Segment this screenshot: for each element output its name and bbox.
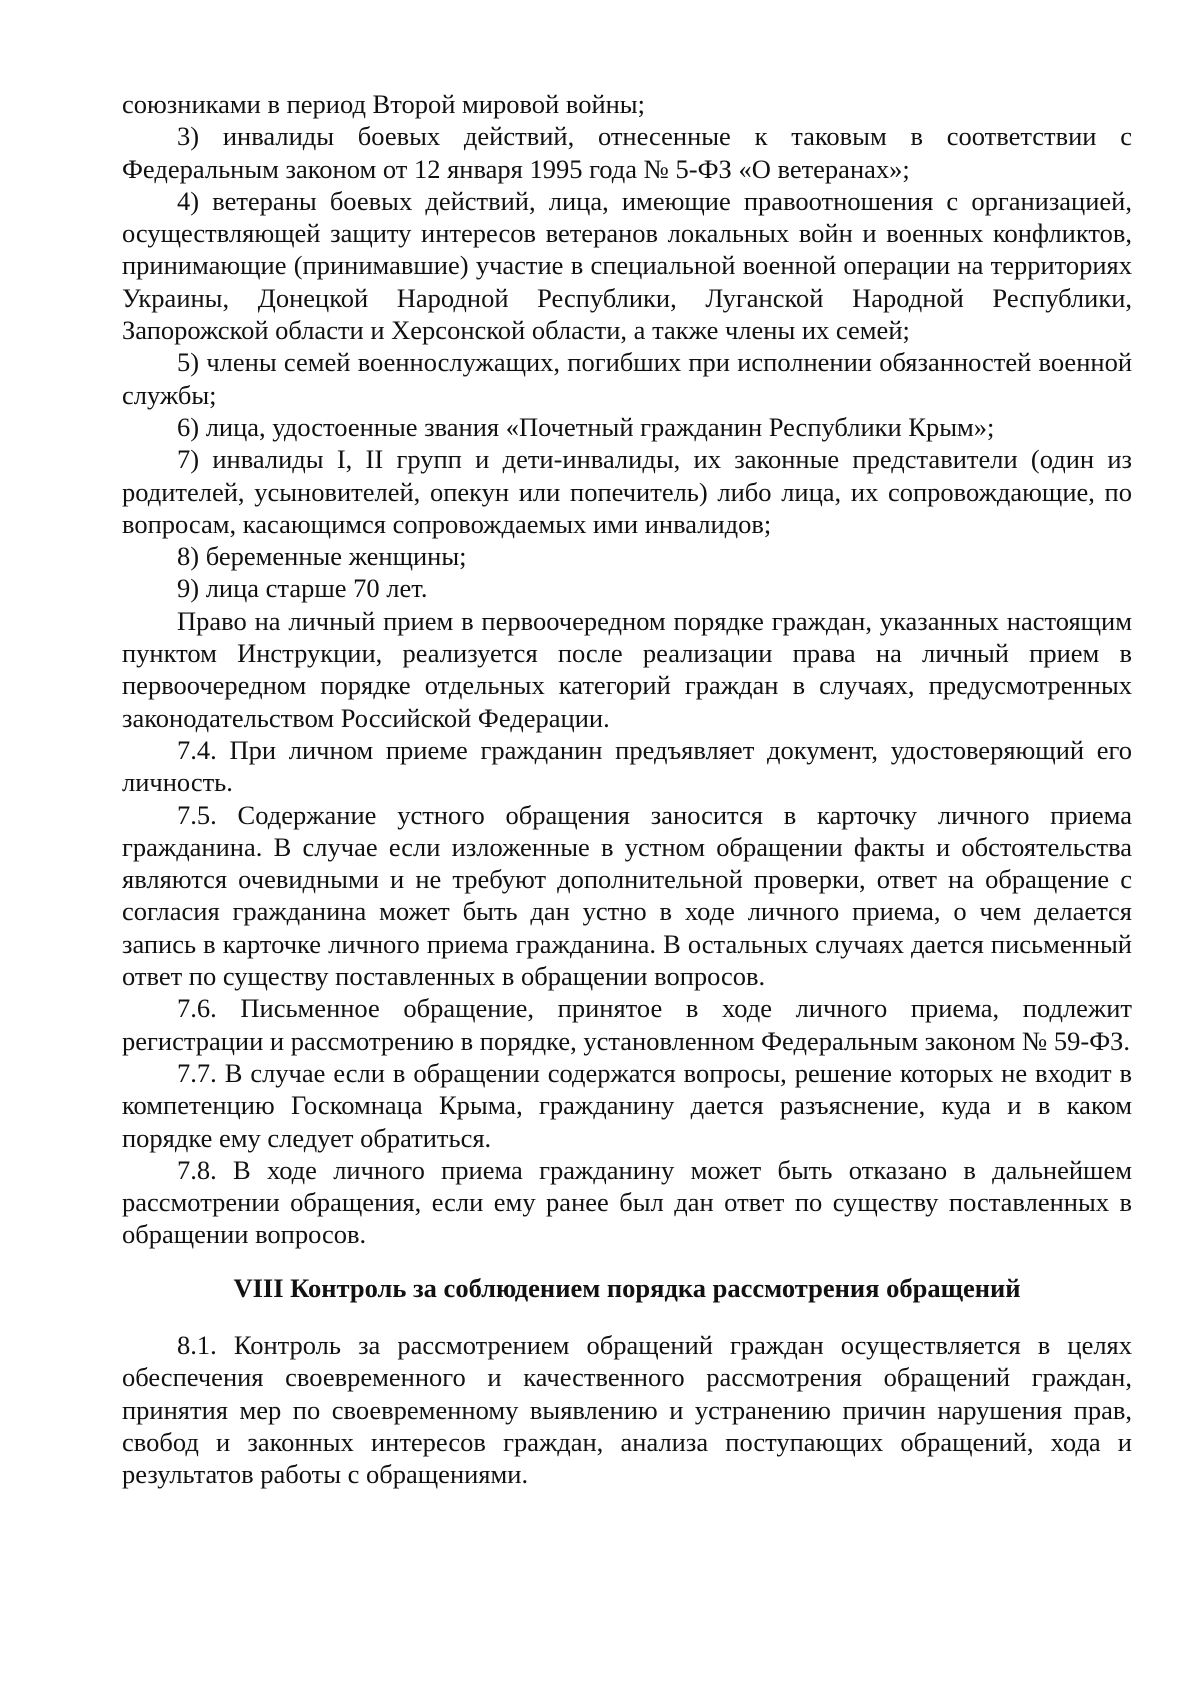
list-item-7: 7) инвалиды I, II групп и дети-инвалиды, их законные представители (один из родителей, усыновителей, опекун или попечитель) либо лица, их сопровождающие, по вопросам, касающимся сопровождаемых ими инвалидов; bbox=[122, 444, 1132, 539]
clause-7-6: 7.6. Письменное обращение, принятое в ходе личного приема, подлежит регистрации и рассмотрению в порядке, установленном Федеральным законом № 59-ФЗ. bbox=[122, 993, 1132, 1056]
document-body bbox=[122, 88, 1132, 1490]
paragraph-continuation: союзниками в период Второй мировой войны; bbox=[122, 89, 645, 119]
clause-7-8: 7.8. В ходе личного приема гражданину может быть отказано в дальнейшем рассмотрении обращения, если ему ранее был дан ответ по существу поставленных в обращении вопросов. bbox=[122, 1154, 1132, 1250]
clause-7-5: 7.5. Содержание устного обращения заносится в карточку личного приема гражданина. В случае если изложенные в устном обращении факты и обстоятельства являются очевидными и не требуют дополнительной проверки, ответ на обращение с согласия гражданина может быть дан устно в ходе личного приема, о чем делается запись в карточке личного приема гражданина. В остальных случаях дается письменный ответ по существу поставленных в обращении вопросов. bbox=[122, 799, 1132, 992]
paragraph-priority-right: Право на личный прием в первоочередном порядке граждан, указанных настоящим пунктом Инструкции, реализуется после реализации права на личный прием в первоочередном порядке отдельных категорий граждан в случаях, предусмотренных законодательством Российской Федерации. bbox=[122, 605, 1132, 733]
list-item-4: 4) ветераны боевых действий, лица, имеющие правоотношения с организацией, осуществляющей защиту интересов ветеранов локальных войн и военных конфликтов, принимающие (принимавшие) участие в специальной военной операции на территориях Украины, Донецкой Народной Республики, Луганской Народной Республики, Запорожской области и Херсонской области, а также члены их семей; bbox=[122, 185, 1132, 346]
section-heading: VIII Контроль за соблюдением порядка рассмотрения обращений bbox=[233, 1272, 1021, 1303]
clause-7-7: 7.7. В случае если в обращении содержатся вопросы, решение которых не входит в компетенцию Госкомнаца Крыма, гражданину дается разъяснение, куда и в каком порядке ему следует обратиться. bbox=[122, 1057, 1132, 1153]
list-item-9: 9) лица старше 70 лет. bbox=[177, 573, 428, 604]
list-item-3: 3) инвалиды боевых действий, отнесенные к таковым в соответствии с Федеральным законом от 12 января 1995 года № 5-ФЗ «О ветеранах»; bbox=[122, 121, 1132, 184]
clause-7-4: 7.4. При личном приеме гражданин предъявляет документ, удостоверяющий его личность. bbox=[122, 734, 1132, 798]
list-item-5: 5) члены семей военнослужащих, погибших при исполнении обязанностей военной службы; bbox=[122, 347, 1132, 410]
list-item-6: 6) лица, удостоенные звания «Почетный гражданин Республики Крым»; bbox=[177, 411, 995, 442]
list-item-8: 8) беременные женщины; bbox=[177, 541, 467, 572]
clause-8-1: 8.1. Контроль за рассмотрением обращений граждан осуществляется в целях обеспечения своевременного и качественного рассмотрения обращений граждан, принятия мер по своевременному выявлению и устранению причин нарушения прав, свобод и законных интересов граждан, анализа поступающих обращений, хода и результатов работы с обращениями. bbox=[122, 1329, 1132, 1490]
